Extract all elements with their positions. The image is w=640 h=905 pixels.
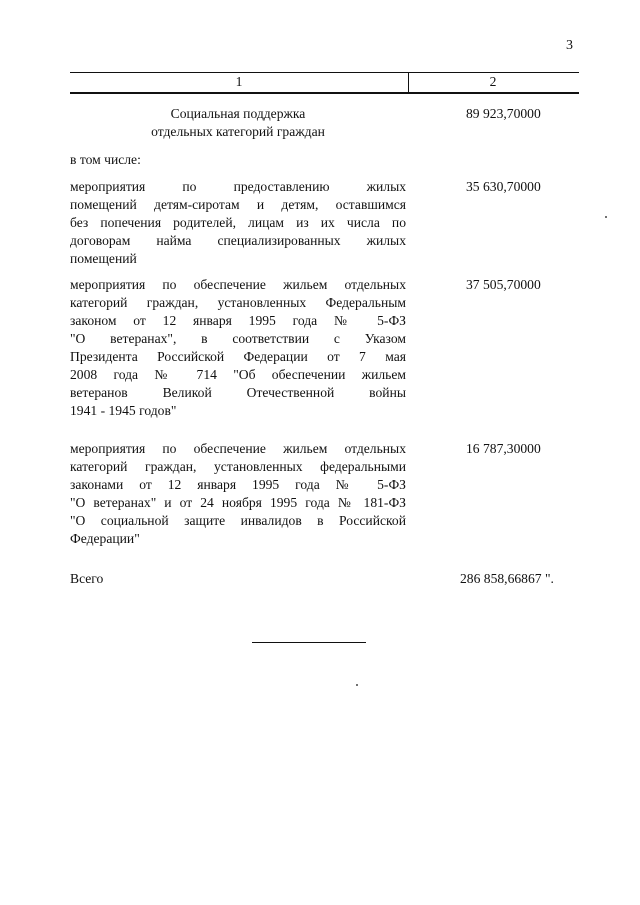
item-1-line-2: помещений детям-сиротам и детям, оставшимся [70,197,406,212]
item-3-line-3: законами от 12 января 1995 года № 5-ФЗ [70,477,406,492]
item-1-line-4: договорам найма специализированных жилых [70,233,406,248]
item-2-line-7: ветеранов Великой Отечественной войны [70,385,406,400]
item-2-line-1: мероприятия по обеспечение жильем отдельных [70,277,406,292]
end-separator-line [252,642,366,643]
header-column-divider [408,72,409,93]
item-3-line-4: "О ветеранах" и от 24 ноября 1995 года № 181-ФЗ [70,495,406,510]
header-top-rule [70,72,579,73]
item-1-line-1: мероприятия по предоставлению жилых [70,179,406,194]
scan-speck [356,684,358,686]
total-amount: 286 858,66867 ". [460,571,554,586]
item-1-amount: 35 630,70000 [466,179,541,194]
scan-speck [605,216,607,218]
header-bottom-rule [70,92,579,94]
item-3-line-6: Федерации" [70,531,140,546]
column-header-2: 2 [489,74,497,89]
item-1-line-3: без попечения родителей, лицам из их числа по [70,215,406,230]
total-label: Всего [70,571,104,586]
item-1-line-5: помещений [70,251,137,266]
item-3-line-5: "О социальной защите инвалидов в Российской [70,513,406,528]
item-2-line-8: 1941 - 1945 годов" [70,403,177,418]
item-3-line-1: мероприятия по обеспечение жильем отдельных [70,441,406,456]
item-2-line-3: законом от 12 января 1995 года № 5-ФЗ [70,313,406,328]
item-2-line-2: категорий граждан, установленных Федеральным [70,295,406,310]
section-title-line-1: Социальная поддержка [170,106,306,121]
item-3-line-2: категорий граждан, установленных федеральными [70,459,406,474]
item-2-line-4: "О ветеранах", в соответствии с Указом [70,331,406,346]
page-number: 3 [566,38,573,53]
section-title-line-2: отдельных категорий граждан [151,124,325,139]
item-2-amount: 37 505,70000 [466,277,541,292]
item-2-line-5: Президента Российской Федерации от 7 мая [70,349,406,364]
section-total-amount: 89 923,70000 [466,106,541,121]
item-2-line-6: 2008 года № 714 "Об обеспечении жильем [70,367,406,382]
in-that-number-label: в том числе: [70,152,141,167]
item-3-amount: 16 787,30000 [466,441,541,456]
column-header-1: 1 [235,74,243,89]
